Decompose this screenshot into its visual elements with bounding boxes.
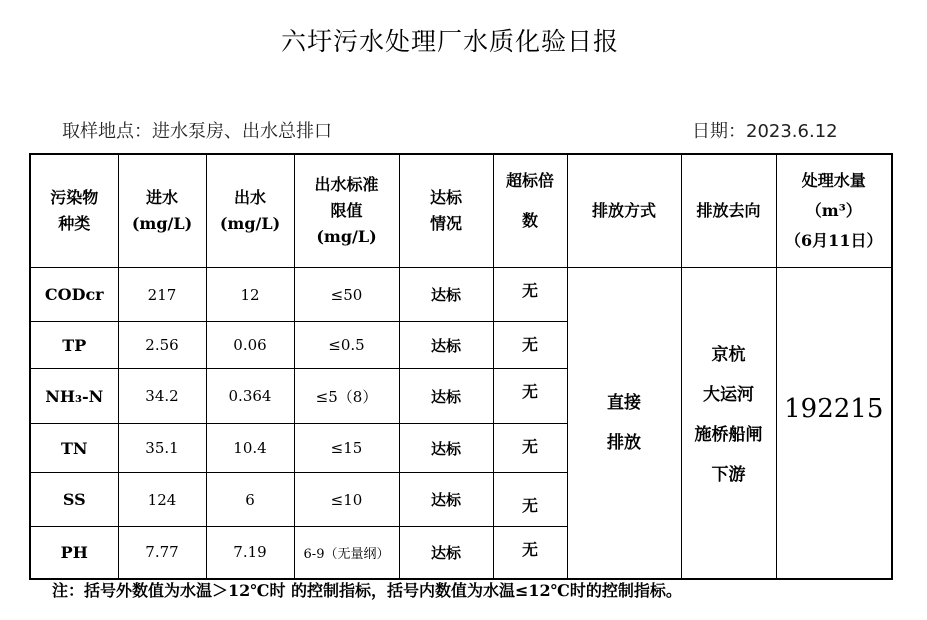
pollutant-name: CODcr <box>30 268 118 322</box>
limit-value: ≤0.5 <box>294 322 399 369</box>
exceed-value: 无 <box>493 473 567 527</box>
header-pollutant-line1: 污染物 <box>50 188 99 207</box>
header-compliance <box>399 154 493 268</box>
inflow-value: 217 <box>118 268 206 322</box>
limit-value: ≤5（8） <box>294 369 399 424</box>
header-compliance-line1: 达标 <box>429 188 462 207</box>
discharge-destination <box>681 268 776 579</box>
limit-value: ≤10 <box>294 473 399 527</box>
header-inflow-line1: 进水 <box>145 188 178 207</box>
header-volume <box>776 154 892 268</box>
compliance-status: 达标 <box>399 369 493 424</box>
outflow-value: 0.06 <box>206 322 294 369</box>
compliance-status: 达标 <box>399 424 493 473</box>
header-compliance-line2: 情况 <box>429 214 462 233</box>
water-quality-table <box>29 153 893 580</box>
table-row <box>30 268 892 322</box>
report-date: 日期：2023.6.12 <box>692 121 838 142</box>
limit-value: ≤50 <box>294 268 399 322</box>
pollutant-name: SS <box>30 473 118 527</box>
discharge-dest-line1: 京杭 <box>711 344 746 365</box>
pollutant-name: PH <box>30 527 118 579</box>
compliance-status: 达标 <box>399 322 493 369</box>
header-limit <box>294 154 399 268</box>
outflow-value: 0.364 <box>206 369 294 424</box>
outflow-value: 7.19 <box>206 527 294 579</box>
header-limit-line2: 限值 <box>330 201 363 220</box>
header-volume-line3: （6月11日） <box>785 231 883 250</box>
compliance-status: 达标 <box>399 473 493 527</box>
pollutant-name: NH₃-N <box>30 369 118 424</box>
header-row <box>30 154 892 268</box>
header-discharge-dest: 排放去向 <box>681 154 776 268</box>
header-limit-line3: (mg/L) <box>316 227 377 246</box>
inflow-value: 2.56 <box>118 322 206 369</box>
inflow-value: 35.1 <box>118 424 206 473</box>
pollutant-name: TN <box>30 424 118 473</box>
limit-value: ≤15 <box>294 424 399 473</box>
compliance-status: 达标 <box>399 268 493 322</box>
header-outflow-line1: 出水 <box>233 188 266 207</box>
inflow-value: 34.2 <box>118 369 206 424</box>
discharge-dest-line3: 施桥船闸 <box>694 424 763 445</box>
header-volume-line2: （m³） <box>805 201 862 220</box>
exceed-value: 无 <box>493 527 567 579</box>
header-exceed <box>493 154 567 268</box>
discharge-method-line1: 直接 <box>607 392 641 413</box>
sampling-location: 取样地点：进水泵房、出水总排口 <box>62 121 332 142</box>
inflow-value: 7.77 <box>118 527 206 579</box>
header-exceed-line2: 数 <box>521 211 538 230</box>
header-volume-line1: 处理水量 <box>801 171 866 190</box>
report-title: 六圩污水处理厂水质化验日报 <box>280 27 619 56</box>
header-inflow <box>118 154 206 268</box>
pollutant-name: TP <box>30 322 118 369</box>
outflow-value: 12 <box>206 268 294 322</box>
header-pollutant <box>30 154 118 268</box>
header-pollutant-line2: 种类 <box>58 214 91 233</box>
exceed-value: 无 <box>493 424 567 473</box>
header-discharge-method: 排放方式 <box>567 154 681 268</box>
discharge-dest-line2: 大运河 <box>703 384 754 405</box>
footnote: 注：括号外数值为水温＞12℃时 的控制指标，括号内数值为水温≤12℃时的控制指标。 <box>52 581 682 600</box>
header-outflow-line2: (mg/L) <box>219 214 281 233</box>
header-outflow <box>206 154 294 268</box>
limit-value: 6-9（无量纲） <box>294 527 399 579</box>
header-limit-line1: 出水标准 <box>314 175 379 194</box>
exceed-value: 无 <box>493 268 567 322</box>
header-inflow-line2: (mg/L) <box>131 214 193 233</box>
treated-volume: 192215 <box>776 268 892 579</box>
compliance-status: 达标 <box>399 527 493 579</box>
header-exceed-line1: 超标倍 <box>505 171 554 190</box>
outflow-value: 6 <box>206 473 294 527</box>
inflow-value: 124 <box>118 473 206 527</box>
discharge-method <box>567 268 681 579</box>
discharge-dest-line4: 下游 <box>711 464 746 485</box>
discharge-method-line2: 排放 <box>607 432 641 453</box>
exceed-value: 无 <box>493 322 567 369</box>
outflow-value: 10.4 <box>206 424 294 473</box>
exceed-value: 无 <box>493 369 567 424</box>
